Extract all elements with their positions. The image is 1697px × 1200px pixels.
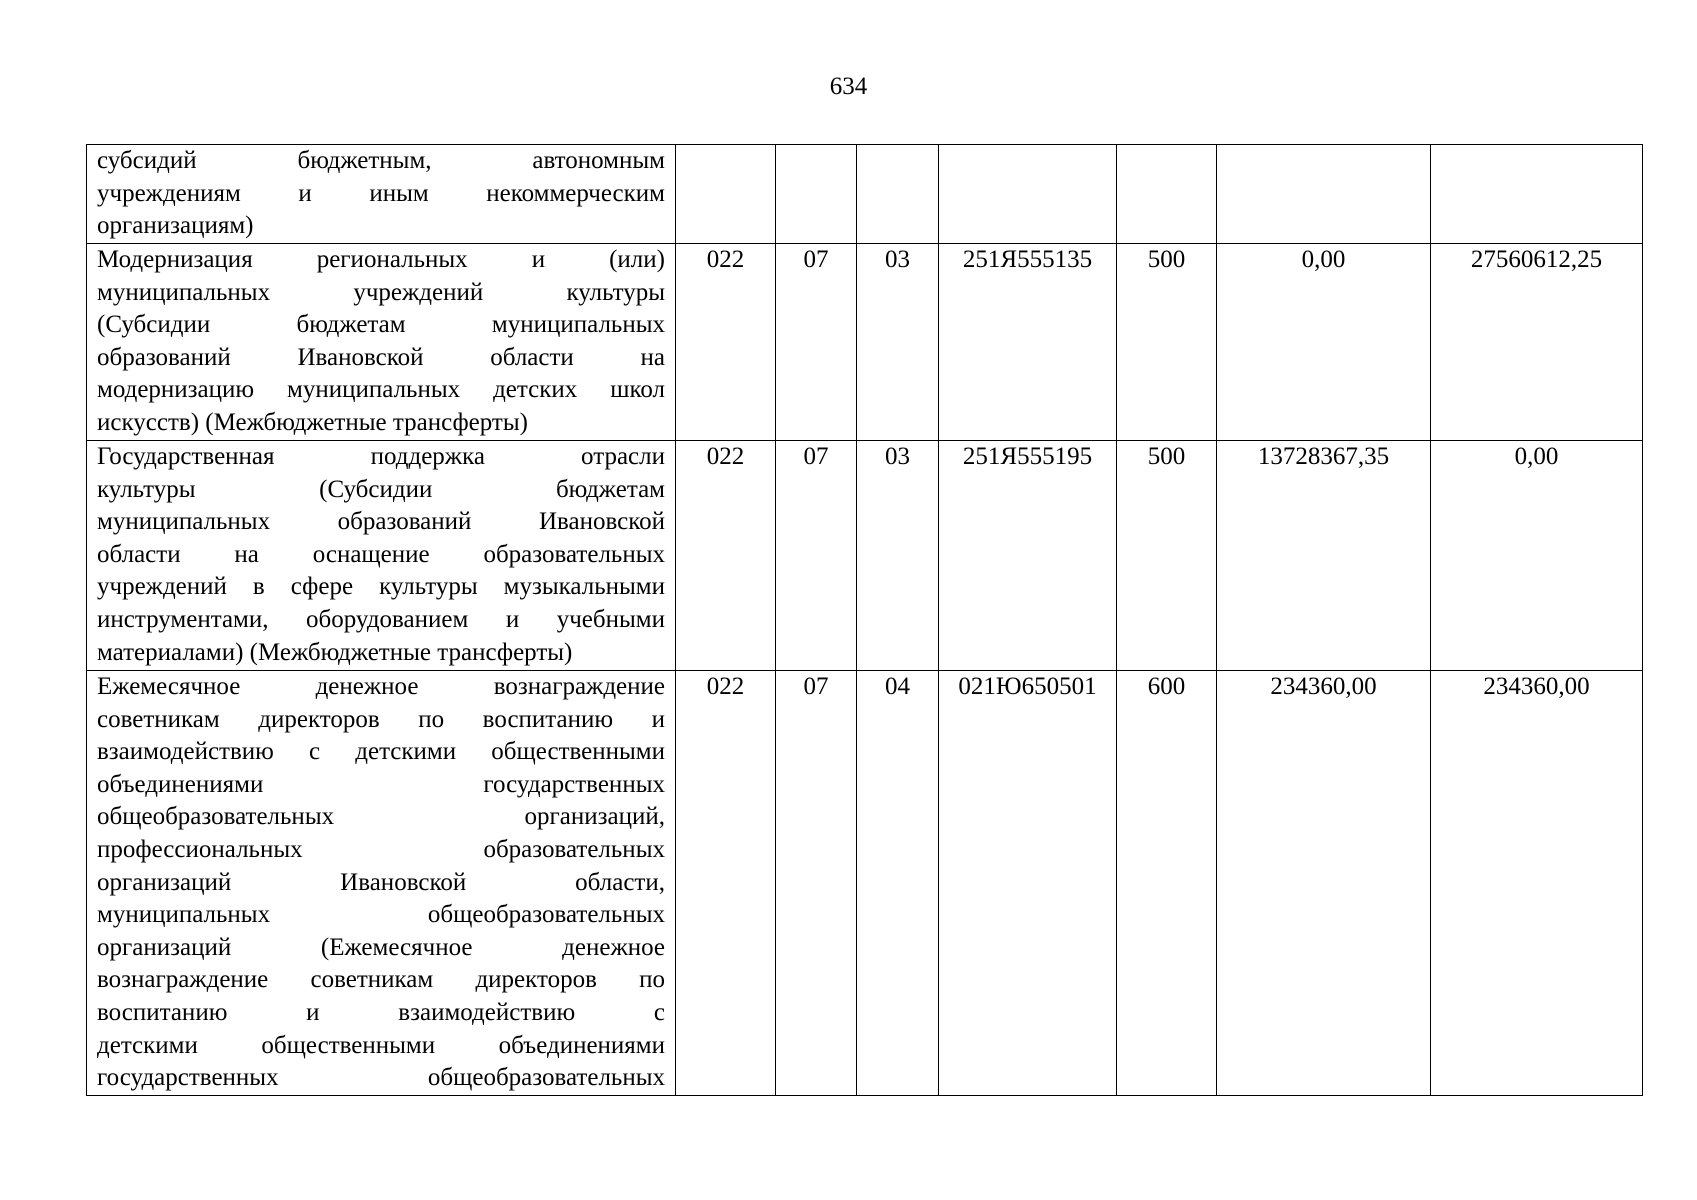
description-line: организаций Ивановской области, xyxy=(97,868,665,896)
description-line: муниципальных образований Ивановской xyxy=(97,508,665,536)
description-line: субсидий бюджетным, автономным xyxy=(97,147,665,174)
description-line: учреждениям и иным некоммерческим xyxy=(97,179,665,207)
podrazdel-cell: 03 xyxy=(857,244,939,441)
description-line: инструментами, оборудованием и учебными xyxy=(97,605,665,633)
table-row xyxy=(87,244,1643,441)
description-line: Государственная поддержка отрасли xyxy=(97,443,665,470)
csr-cell: 021Ю650501 xyxy=(939,671,1117,1096)
vr-cell xyxy=(1117,145,1217,244)
vr-cell: 500 xyxy=(1117,441,1217,671)
razdel-cell: 07 xyxy=(776,671,857,1096)
description-line: Ежемесячное денежное вознаграждение xyxy=(97,673,665,700)
podrazdel-cell xyxy=(857,145,939,244)
description-line: муниципальных общеобразовательных xyxy=(97,901,665,929)
vr-cell: 500 xyxy=(1117,244,1217,441)
description-line: общеобразовательных организаций, xyxy=(97,803,665,831)
year1-amount-cell: 234360,00 xyxy=(1217,671,1431,1096)
description-line: воспитанию и взаимодействию с xyxy=(97,998,665,1026)
year2-amount-cell: 0,00 xyxy=(1431,441,1643,671)
description-line: профессиональных образовательных xyxy=(97,835,665,863)
grbs-cell xyxy=(676,145,776,244)
description-line: искусств) (Межбюджетные трансферты) xyxy=(97,408,528,436)
vr-cell: 600 xyxy=(1117,671,1217,1096)
csr-cell: 251Я555135 xyxy=(939,244,1117,441)
description-line: муниципальных учреждений культуры xyxy=(97,278,665,306)
row-description xyxy=(87,671,676,1096)
table-row xyxy=(87,441,1643,671)
grbs-cell: 022 xyxy=(676,671,776,1096)
description-line: учреждений в сфере культуры музыкальными xyxy=(97,573,665,601)
year1-amount-cell xyxy=(1217,145,1431,244)
description-line: детскими общественными объединениями xyxy=(97,1031,665,1059)
row-description xyxy=(87,441,676,671)
year2-amount-cell: 27560612,25 xyxy=(1431,244,1643,441)
table-row xyxy=(87,145,1643,244)
year1-amount-cell: 0,00 xyxy=(1217,244,1431,441)
razdel-cell: 07 xyxy=(776,244,857,441)
razdel-cell: 07 xyxy=(776,441,857,671)
description-line: модернизацию муниципальных детских школ xyxy=(97,376,665,404)
description-line: взаимодействию с детскими общественными xyxy=(97,738,665,766)
budget-table xyxy=(86,144,1643,1096)
description-line: образований Ивановской области на xyxy=(97,343,665,371)
page-number: 634 xyxy=(829,73,868,100)
description-line: государственных общеобразовательных xyxy=(97,1064,665,1092)
year2-amount-cell xyxy=(1431,145,1643,244)
row-description xyxy=(87,244,676,441)
csr-cell xyxy=(939,145,1117,244)
description-line: советникам директоров по воспитанию и xyxy=(97,705,665,733)
description-line: вознаграждение советникам директоров по xyxy=(97,966,665,994)
podrazdel-cell: 04 xyxy=(857,671,939,1096)
csr-cell: 251Я555195 xyxy=(939,441,1117,671)
table-row xyxy=(87,671,1643,1096)
year2-amount-cell: 234360,00 xyxy=(1431,671,1643,1096)
description-line: Модернизация региональных и (или) xyxy=(97,246,665,273)
grbs-cell: 022 xyxy=(676,244,776,441)
description-line: материалами) (Межбюджетные трансферты) xyxy=(97,638,573,666)
description-line: области на оснащение образовательных xyxy=(97,540,665,568)
razdel-cell xyxy=(776,145,857,244)
description-line: культуры (Субсидии бюджетам xyxy=(97,475,665,503)
description-line: (Субсидии бюджетам муниципальных xyxy=(97,311,665,339)
grbs-cell: 022 xyxy=(676,441,776,671)
description-line: организациям) xyxy=(97,212,254,240)
year1-amount-cell: 13728367,35 xyxy=(1217,441,1431,671)
podrazdel-cell: 03 xyxy=(857,441,939,671)
description-line: организаций (Ежемесячное денежное xyxy=(97,933,665,961)
row-description xyxy=(87,145,676,244)
description-line: объединениями государственных xyxy=(97,770,665,798)
